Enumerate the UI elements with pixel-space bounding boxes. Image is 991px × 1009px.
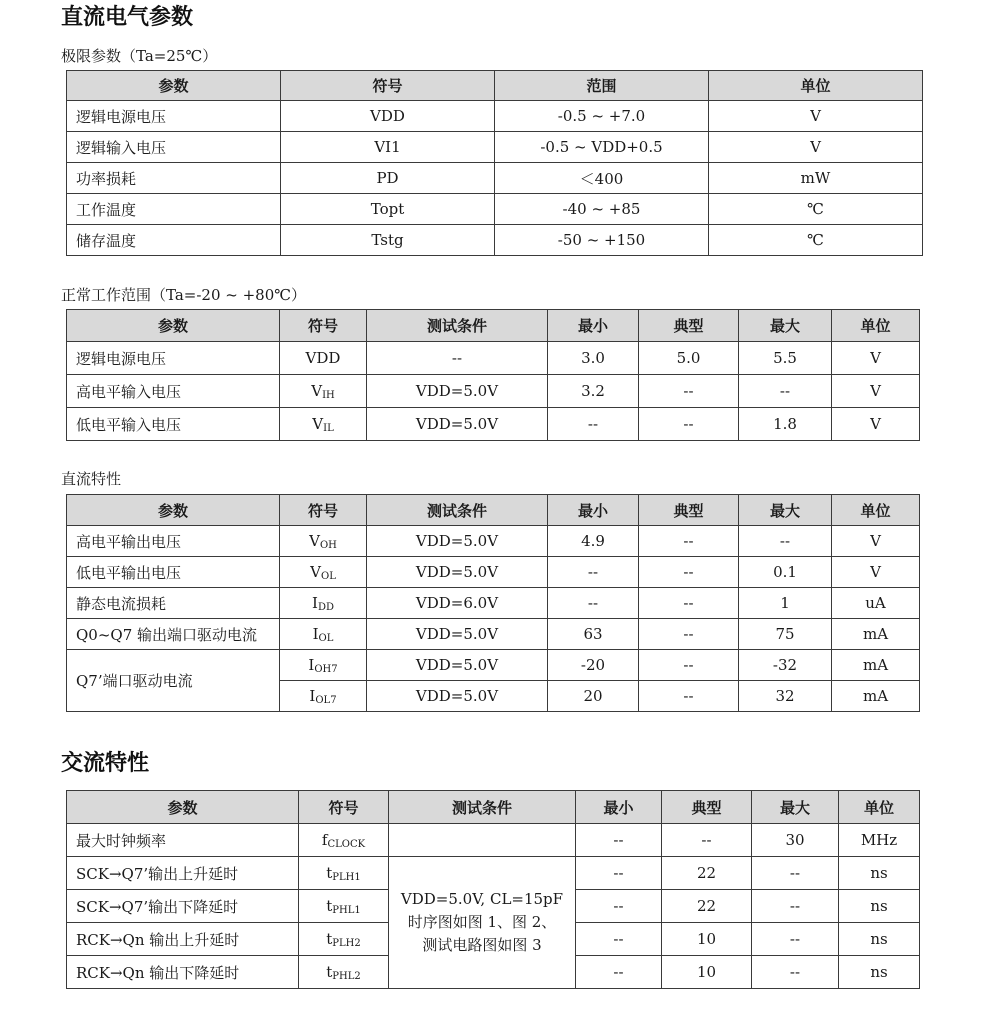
dcchar-symbol [280, 526, 367, 557]
dcchar-symbol [280, 650, 367, 681]
dcchar-param: Q7’端口驱动电流 [67, 650, 280, 712]
ac-header-min: 最小 [576, 791, 662, 824]
ac-symbol [299, 824, 389, 857]
ac-param: 最大时钟频率 [67, 824, 299, 857]
dcchar-typ: -- [639, 650, 739, 681]
symbol-subscript: IH [322, 389, 335, 401]
dcchar-param: 静态电流损耗 [67, 588, 280, 619]
ac-typ: 22 [662, 857, 752, 890]
limits-table [66, 70, 923, 256]
operating-header-min: 最小 [548, 310, 639, 342]
symbol-main: V [312, 414, 324, 433]
ac-symbol [299, 857, 389, 890]
symbol-subscript: PLH1 [332, 871, 361, 883]
dcchar-unit: mA [832, 650, 920, 681]
ac-param: RCK→Qn 输出上升延时 [67, 923, 299, 956]
ac-condition-empty [389, 824, 576, 857]
dcchar-typ: -- [639, 557, 739, 588]
operating-param: 逻辑电源电压 [67, 342, 280, 375]
limits-unit: V [709, 132, 923, 163]
symbol-subscript: PHL2 [332, 970, 361, 982]
dcchar-condition: VDD=5.0V [367, 619, 548, 650]
limits-header-symbol: 符号 [281, 71, 495, 101]
ac-section-title: 交流特性 [61, 751, 150, 776]
operating-param: 低电平输入电压 [67, 408, 280, 441]
operating-min: -- [548, 408, 639, 441]
symbol-main: I [308, 655, 315, 674]
dcchar-header-typ: 典型 [639, 495, 739, 526]
ac-unit: ns [839, 956, 920, 989]
symbol-subscript: PLH2 [332, 937, 361, 949]
limits-header-unit: 单位 [709, 71, 923, 101]
ac-typ: 10 [662, 956, 752, 989]
symbol-main: t [326, 896, 333, 915]
operating-symbol [280, 342, 367, 375]
dcchar-max: 1 [739, 588, 832, 619]
operating-unit: V [832, 375, 920, 408]
limits-unit: V [709, 101, 923, 132]
symbol-main: f [321, 830, 328, 849]
table-row [67, 194, 923, 225]
dcchar-unit: uA [832, 588, 920, 619]
ac-symbol [299, 923, 389, 956]
dcchar-max: 32 [739, 681, 832, 712]
table-row [67, 619, 920, 650]
ac-param: SCK→Q7’输出下降延时 [67, 890, 299, 923]
table-row [67, 342, 920, 375]
ac-unit: ns [839, 923, 920, 956]
ac-condition [389, 857, 576, 989]
symbol-subscript: OH [319, 539, 337, 551]
ac-header-param: 参数 [67, 791, 299, 824]
ac-typ: 10 [662, 923, 752, 956]
operating-header-param: 参数 [67, 310, 280, 342]
ac-condition-line: 测试电路图如图 3 [422, 936, 542, 954]
operating-max: -- [739, 375, 832, 408]
dcchar-header-min: 最小 [548, 495, 639, 526]
table-row [67, 857, 920, 890]
ac-min: -- [576, 956, 662, 989]
limits-symbol: PD [281, 163, 495, 194]
operating-unit: V [832, 408, 920, 441]
dcchar-typ: -- [639, 588, 739, 619]
symbol-subscript: CLOCK [327, 838, 366, 850]
limits-range: ＜400 [495, 163, 709, 194]
table-row [67, 101, 923, 132]
ac-header-unit: 单位 [839, 791, 920, 824]
symbol-subscript: OL [318, 632, 334, 644]
table-row [67, 824, 920, 857]
ac-unit: MHz [839, 824, 920, 857]
limits-symbol: VI1 [281, 132, 495, 163]
table-row [67, 526, 920, 557]
dcchar-header-symbol: 符号 [280, 495, 367, 526]
operating-max: 1.8 [739, 408, 832, 441]
dcchar-max: -- [739, 526, 832, 557]
symbol-main: I [309, 686, 316, 705]
table-row [67, 375, 920, 408]
dcchar-unit: mA [832, 681, 920, 712]
operating-condition: VDD=5.0V [367, 408, 548, 441]
limits-param: 逻辑输入电压 [67, 132, 281, 163]
symbol-main: V [309, 531, 320, 550]
ac-symbol [299, 956, 389, 989]
limits-param: 逻辑电源电压 [67, 101, 281, 132]
table-row [67, 163, 923, 194]
operating-header-condition: 测试条件 [367, 310, 548, 342]
limits-symbol: VDD [281, 101, 495, 132]
dcchar-max: -32 [739, 650, 832, 681]
symbol-subscript: OH7 [314, 663, 338, 675]
table-row [67, 132, 923, 163]
ac-typ: -- [662, 824, 752, 857]
operating-condition: VDD=5.0V [367, 375, 548, 408]
operating-caption: 正常工作范围（Ta=-20 ~ +80℃） [61, 286, 307, 304]
dcchar-typ: -- [639, 681, 739, 712]
dcchar-symbol [280, 557, 367, 588]
dcchar-param: 高电平输出电压 [67, 526, 280, 557]
operating-header-unit: 单位 [832, 310, 920, 342]
ac-condition-line: 时序图如图 1、图 2、 [407, 913, 557, 931]
operating-header-typ: 典型 [639, 310, 739, 342]
dcchar-header-unit: 单位 [832, 495, 920, 526]
dcchar-condition: VDD=5.0V [367, 557, 548, 588]
table-row [67, 588, 920, 619]
limits-param: 储存温度 [67, 225, 281, 256]
ac-header-symbol: 符号 [299, 791, 389, 824]
operating-min: 3.0 [548, 342, 639, 375]
limits-header-param: 参数 [67, 71, 281, 101]
table-row [67, 225, 923, 256]
limits-range: -50 ~ +150 [495, 225, 709, 256]
ac-characteristics-table [66, 790, 920, 989]
dcchar-param: Q0~Q7 输出端口驱动电流 [67, 619, 280, 650]
symbol-main: V [310, 562, 321, 581]
symbol-main: t [326, 929, 333, 948]
dcchar-min: -- [548, 588, 639, 619]
limits-symbol: Tstg [281, 225, 495, 256]
dcchar-typ: -- [639, 619, 739, 650]
dcchar-unit: V [832, 526, 920, 557]
symbol-subscript: PHL1 [332, 904, 361, 916]
symbol-main: VDD [305, 349, 341, 367]
ac-max: -- [752, 890, 839, 923]
ac-max: -- [752, 923, 839, 956]
ac-param: RCK→Qn 输出下降延时 [67, 956, 299, 989]
limits-symbol: Topt [281, 194, 495, 225]
limits-header-range: 范围 [495, 71, 709, 101]
symbol-subscript: IL [323, 422, 334, 434]
dcchar-max: 0.1 [739, 557, 832, 588]
dcchar-symbol [280, 681, 367, 712]
limits-param: 工作温度 [67, 194, 281, 225]
limits-unit: ℃ [709, 225, 923, 256]
dcchar-condition: VDD=6.0V [367, 588, 548, 619]
operating-table [66, 309, 920, 441]
dcchar-condition: VDD=5.0V [367, 650, 548, 681]
operating-typ: 5.0 [639, 342, 739, 375]
operating-unit: V [832, 342, 920, 375]
operating-min: 3.2 [548, 375, 639, 408]
dcchar-symbol [280, 588, 367, 619]
ac-condition-line: VDD=5.0V, CL=15pF [400, 890, 564, 908]
characteristics-caption: 直流特性 [61, 470, 122, 488]
symbol-main: t [326, 962, 333, 981]
dcchar-symbol [280, 619, 367, 650]
symbol-main: I [312, 593, 318, 612]
ac-min: -- [576, 857, 662, 890]
table-row [67, 650, 920, 681]
ac-param: SCK→Q7’输出上升延时 [67, 857, 299, 890]
ac-unit: ns [839, 857, 920, 890]
dcchar-max: 75 [739, 619, 832, 650]
dc-section-title: 直流电气参数 [61, 5, 194, 30]
symbol-subscript: OL [321, 570, 336, 582]
dcchar-min: 20 [548, 681, 639, 712]
operating-typ: -- [639, 408, 739, 441]
limits-range: -0.5 ~ +7.0 [495, 101, 709, 132]
dcchar-header-max: 最大 [739, 495, 832, 526]
ac-typ: 22 [662, 890, 752, 923]
ac-header-max: 最大 [752, 791, 839, 824]
table-row [67, 408, 920, 441]
symbol-main: t [326, 863, 333, 882]
dcchar-header-param: 参数 [67, 495, 280, 526]
ac-header-condition: 测试条件 [389, 791, 576, 824]
symbol-subscript: DD [317, 601, 334, 613]
ac-min: -- [576, 890, 662, 923]
limits-range: -40 ~ +85 [495, 194, 709, 225]
ac-symbol [299, 890, 389, 923]
operating-typ: -- [639, 375, 739, 408]
ac-unit: ns [839, 890, 920, 923]
dcchar-header-condition: 测试条件 [367, 495, 548, 526]
ac-min: -- [576, 824, 662, 857]
dcchar-param: 低电平输出电压 [67, 557, 280, 588]
dcchar-min: -20 [548, 650, 639, 681]
operating-header-symbol: 符号 [280, 310, 367, 342]
ac-min: -- [576, 923, 662, 956]
limits-unit: mW [709, 163, 923, 194]
limits-unit: ℃ [709, 194, 923, 225]
dcchar-condition: VDD=5.0V [367, 526, 548, 557]
ac-max: -- [752, 857, 839, 890]
table-row [67, 557, 920, 588]
dcchar-min: -- [548, 557, 639, 588]
symbol-main: I [312, 624, 319, 643]
dcchar-min: 4.9 [548, 526, 639, 557]
limits-param: 功率损耗 [67, 163, 281, 194]
operating-param: 高电平输入电压 [67, 375, 280, 408]
symbol-main: V [311, 381, 323, 400]
operating-symbol [280, 375, 367, 408]
ac-max: -- [752, 956, 839, 989]
operating-header-max: 最大 [739, 310, 832, 342]
ac-max: 30 [752, 824, 839, 857]
symbol-subscript: OL7 [315, 694, 337, 706]
ac-header-typ: 典型 [662, 791, 752, 824]
dcchar-unit: mA [832, 619, 920, 650]
operating-condition: -- [367, 342, 548, 375]
limits-caption: 极限参数（Ta=25℃） [61, 47, 218, 65]
dcchar-typ: -- [639, 526, 739, 557]
dc-characteristics-table [66, 494, 920, 712]
limits-range: -0.5 ~ VDD+0.5 [495, 132, 709, 163]
dcchar-min: 63 [548, 619, 639, 650]
operating-max: 5.5 [739, 342, 832, 375]
dcchar-condition: VDD=5.0V [367, 681, 548, 712]
dcchar-unit: V [832, 557, 920, 588]
operating-symbol [280, 408, 367, 441]
